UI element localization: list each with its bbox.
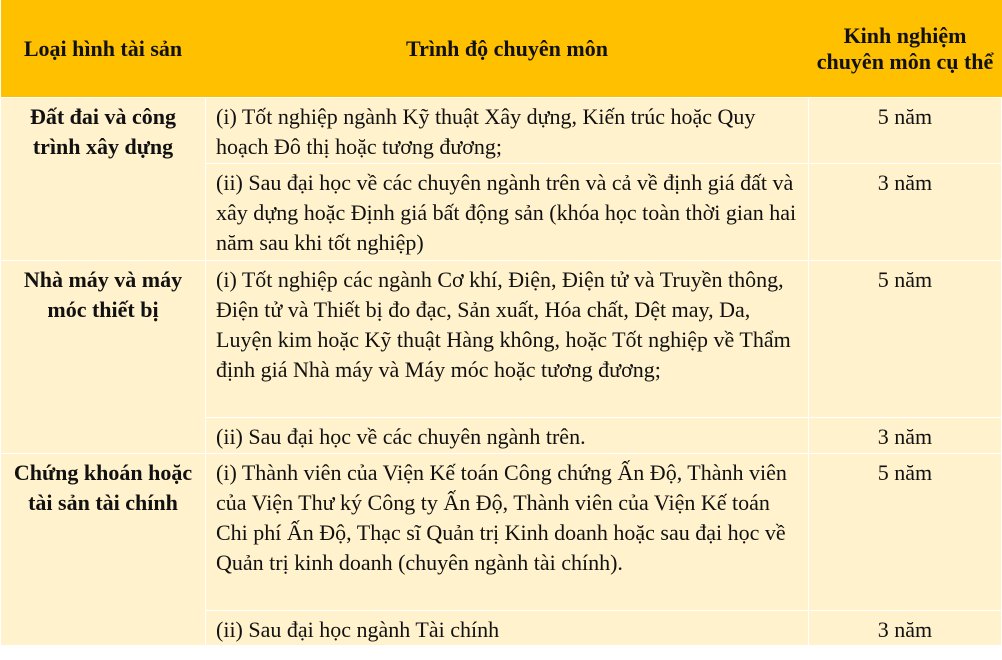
category-cell: Chứng khoán hoặc tài sản tài chính [1,454,206,646]
qualification-cell: (i) Tốt nghiệp các ngành Cơ khí, Điện, Điện tử và Truyền thông, Điện tử và Thiết bị đo đạc, Sản xuất, Hóa chất, Dệt may, Da, Luyện kim hoặc Kỹ thuật Hàng không, hoặc Tốt nghiệp về Thẩm định giá Nhà máy và Máy móc hoặc tương đương; [206,261,809,418]
qualification-cell: (ii) Sau đại học về các chuyên ngành trên. [206,418,809,454]
qualification-cell: (i) Thành viên của Viện Kế toán Công chứng Ấn Độ, Thành viên của Viện Thư ký Công ty Ấn Độ, Thành viên của Viện Kế toán Chi phí Ấn Độ, Thạc sĩ Quản trị Kinh doanh hoặc sau đại học về Quản trị kinh doanh (chuyên ngành tài chính). [206,454,809,611]
qualification-cell: (i) Tốt nghiệp ngành Kỹ thuật Xây dựng, Kiến trúc hoặc Quy hoạch Đô thị hoặc tương đương; [206,98,809,164]
experience-cell: 3 năm [809,164,1002,261]
experience-cell: 3 năm [809,611,1002,646]
qualification-cell: (ii) Sau đại học ngành Tài chính [206,611,809,646]
experience-cell: 5 năm [809,261,1002,418]
experience-cell: 5 năm [809,454,1002,611]
category-cell: Nhà máy và máy móc thiết bị [1,261,206,454]
header-row [1,0,1002,98]
category-cell: Đất đai và công trình xây dựng [1,98,206,261]
header-qualification: Trình độ chuyên môn [206,0,809,98]
header-asset-type: Loại hình tài sản [1,0,206,98]
qualification-cell: (ii) Sau đại học về các chuyên ngành trên và cả về định giá đất và xây dựng hoặc Định giá bất động sản (khóa học toàn thời gian hai năm sau khi tốt nghiệp) [206,164,809,261]
header-experience: Kinh nghiệm chuyên môn cụ thể [809,0,1002,98]
table-row [1,454,1002,611]
table-row [1,98,1002,164]
table-row [1,261,1002,418]
experience-cell: 3 năm [809,418,1002,454]
experience-cell: 5 năm [809,98,1002,164]
